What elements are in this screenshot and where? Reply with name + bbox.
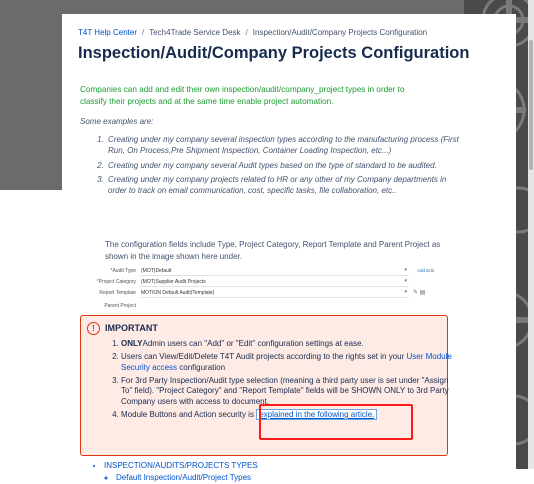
add-edit-link[interactable]: Add Edit bbox=[417, 268, 435, 273]
config-fields-text: The configuration fields include Type, Project Category, Report Template and Parent Project as shown in the image shown here under. bbox=[105, 240, 441, 261]
important-text: Users can View/Edit/Delete T4T Audit projects according to the rights set in your bbox=[121, 352, 407, 362]
examples-label: Some examples are: bbox=[80, 117, 154, 126]
preview-icon[interactable]: ▤ bbox=[419, 290, 426, 296]
config-form-screenshot bbox=[80, 267, 438, 317]
form-row-report-template bbox=[80, 289, 438, 298]
form-label: *Project Category bbox=[96, 279, 136, 285]
alert-icon: ! bbox=[87, 322, 100, 335]
project-category-select[interactable] bbox=[139, 278, 409, 287]
annotation-highlight-box bbox=[259, 404, 413, 440]
breadcrumb-item-current[interactable]: Inspection/Audit/Company Projects Configuration bbox=[252, 28, 428, 37]
related-links-list bbox=[92, 460, 404, 484]
emphasis-text: ONLY bbox=[121, 339, 143, 348]
examples-list bbox=[92, 134, 460, 199]
form-label: Parent Project bbox=[104, 303, 136, 309]
form-label: Report Template bbox=[99, 290, 136, 296]
important-text: Admin users can "Add" or "Edit" configuration settings at ease. bbox=[142, 339, 364, 348]
breadcrumb-separator: / bbox=[245, 28, 248, 37]
edit-icon[interactable]: ✎ bbox=[413, 290, 419, 296]
form-row-project-category bbox=[80, 278, 438, 287]
page-scrollbar[interactable] bbox=[528, 0, 534, 469]
intro-text: Companies can add and edit their own inspection/audit/company_project types in order to classify their projects and at the same time enable project automation. bbox=[80, 85, 405, 106]
default-types-link[interactable]: Default Inspection/Audit/Project Types bbox=[116, 473, 252, 482]
important-item bbox=[121, 352, 453, 373]
breadcrumb-item-help-center[interactable]: T4T Help Center bbox=[78, 28, 137, 37]
inspection-types-link[interactable]: INSPECTION/AUDITS/PROJECTS TYPES bbox=[104, 461, 258, 470]
example-item: 2. Creating under my company several Audit types based on the type of standard to be audited. bbox=[106, 160, 460, 171]
breadcrumb bbox=[78, 28, 427, 37]
list-item bbox=[116, 472, 404, 484]
example-item: 3. Creating under my company projects related to HR or any other of my Company departments in order to track on email communication, cost, specific tasks, file collaboration, etc.. bbox=[106, 174, 460, 197]
important-text: configuration bbox=[177, 362, 226, 372]
form-value: MOTION Default Audit(Template) bbox=[141, 290, 215, 296]
form-row-parent-project bbox=[80, 302, 438, 311]
list-item bbox=[104, 460, 404, 484]
chevron-down-icon: ▾ bbox=[404, 289, 407, 295]
chevron-down-icon: ▾ bbox=[404, 278, 407, 284]
important-text: Module Buttons and Action security is bbox=[121, 410, 257, 420]
sub-list bbox=[104, 472, 404, 484]
breadcrumb-item-service-desk[interactable]: Tech4Trade Service Desk bbox=[149, 28, 241, 37]
form-label: *Audit Type bbox=[110, 268, 136, 274]
important-item bbox=[121, 339, 453, 350]
page-title: Inspection/Audit/Company Projects Configuration bbox=[78, 44, 470, 62]
template-action-icons[interactable] bbox=[413, 289, 425, 296]
form-value: (MOT)Default bbox=[141, 268, 172, 274]
chevron-down-icon: ▾ bbox=[404, 267, 407, 273]
form-row-audit-type bbox=[80, 267, 438, 276]
breadcrumb-separator: / bbox=[142, 28, 145, 37]
important-title: IMPORTANT bbox=[105, 323, 158, 333]
user-module-security-link[interactable]: User Module Security access bbox=[121, 352, 452, 372]
audit-type-select[interactable] bbox=[139, 267, 409, 276]
report-template-select[interactable] bbox=[139, 289, 409, 298]
important-item: 3. For 3rd Party Inspection/Audit type selection (meaning a third party user is set under "Assign To" field). "Project Category" and "Report Template" fields will be SHOWN ONLY to 3rd Party Company users with access to document. bbox=[121, 376, 453, 408]
form-value: (MOT)Supplier Audit Projects bbox=[141, 279, 206, 285]
article-card bbox=[62, 14, 516, 482]
scrollbar-thumb[interactable] bbox=[529, 40, 533, 170]
example-item: 1. Creating under my company several inspection types according to the manufacturing process (First Run, On Process,Pre Shipment Inspection, Container Loading Inspection, etc...) bbox=[106, 134, 460, 157]
following-article-link[interactable]: explained in the following article. bbox=[256, 409, 377, 420]
